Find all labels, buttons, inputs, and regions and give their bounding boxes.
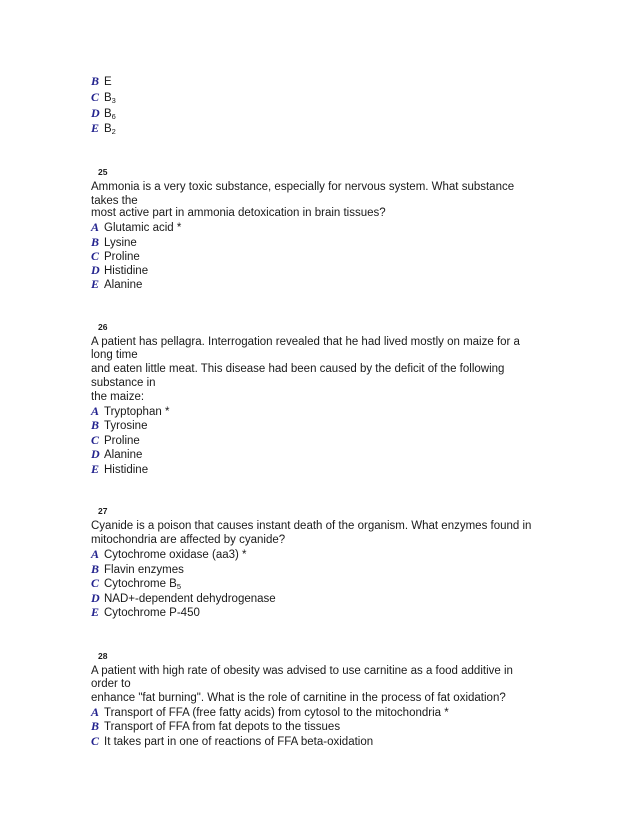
question-text-line: mitochondria are affected by cyanide?: [91, 534, 286, 546]
option-text: Cytochrome oxidase (aa3) *: [104, 549, 247, 561]
answer-option[interactable]: [91, 404, 169, 419]
question-text-line: order to: [91, 678, 131, 690]
option-letter: B: [91, 235, 100, 249]
answer-option[interactable]: [91, 418, 147, 433]
option-subscript: 6: [111, 112, 116, 121]
option-letter: D: [91, 591, 100, 605]
answer-option[interactable]: [91, 121, 116, 139]
answer-option[interactable]: [91, 605, 200, 620]
option-letter: C: [91, 433, 100, 447]
option-text: B: [104, 123, 112, 135]
option-letter: D: [91, 106, 100, 120]
option-text: Transport of FFA (free fatty acids) from cytosol to the mitochondria *: [104, 707, 449, 719]
question-text-line: A patient with high rate of obesity was advised to use carnitine as a food additive in: [91, 665, 513, 677]
answer-option[interactable]: [91, 263, 148, 278]
question-text-line: long time: [91, 349, 138, 361]
question-number: 27: [98, 506, 108, 516]
answer-option[interactable]: [91, 447, 142, 462]
option-letter: B: [91, 418, 100, 432]
option-text: Flavin enzymes: [104, 564, 184, 576]
option-text: Glutamic acid *: [104, 222, 182, 234]
option-text: Tyrosine: [104, 420, 148, 432]
question-text-line: substance in: [91, 377, 156, 389]
option-text: Transport of FFA from fat depots to the tissues: [104, 721, 341, 733]
option-subscript: 5: [176, 582, 182, 591]
option-letter: C: [91, 734, 100, 748]
answer-option[interactable]: [91, 547, 247, 562]
answer-option[interactable]: [91, 462, 148, 477]
option-text: Proline: [104, 251, 140, 263]
option-letter: A: [91, 404, 100, 418]
question-text-line: and eaten little meat. This disease had been caused by the deficit of the following: [91, 363, 505, 375]
question-text-line: A patient has pellagra. Interrogation revealed that he had lived mostly on maize for a: [91, 336, 520, 348]
option-text: Histidine: [104, 265, 149, 277]
option-subscript: 3: [111, 96, 116, 105]
answer-option[interactable]: [91, 705, 449, 720]
option-text: It takes part in one of reactions of FFA beta-oxidation: [104, 736, 374, 748]
option-letter: B: [91, 719, 100, 733]
option-text: Lysine: [104, 237, 137, 249]
question-text-line: Ammonia is a very toxic substance, especially for nervous system. What substance: [91, 181, 515, 193]
question-number: 25: [98, 167, 108, 177]
option-text: Proline: [104, 435, 140, 447]
question-number: 28: [98, 651, 108, 661]
option-text: Cytochrome P-450: [104, 607, 200, 619]
option-subscript: 2: [111, 127, 116, 136]
question-text-line: Cyanide is a poison that causes instant death of the organism. What enzymes found in: [91, 520, 532, 532]
option-letter: E: [91, 121, 100, 135]
option-letter: A: [91, 220, 100, 234]
answer-option[interactable]: [91, 734, 373, 749]
option-letter: E: [91, 277, 100, 291]
question-text-line: takes the: [91, 195, 138, 207]
answer-option[interactable]: [91, 277, 142, 292]
option-letter: E: [91, 605, 100, 619]
option-letter: B: [91, 562, 100, 576]
answer-option[interactable]: [91, 74, 112, 89]
question-text-line: most active part in ammonia detoxication in brain tissues?: [91, 207, 386, 219]
option-letter: D: [91, 263, 100, 277]
option-letter: C: [91, 249, 100, 263]
option-text: E: [104, 76, 112, 88]
option-text: Cytochrome B: [104, 578, 177, 590]
answer-option[interactable]: [91, 433, 140, 448]
option-letter: E: [91, 462, 100, 476]
option-letter: A: [91, 547, 100, 561]
option-text: B: [104, 108, 112, 120]
answer-option[interactable]: [91, 719, 340, 734]
option-text: B: [104, 92, 112, 104]
question-text-line: the maize:: [91, 391, 145, 403]
answer-option[interactable]: [91, 249, 140, 264]
option-text: Alanine: [104, 449, 143, 461]
answer-option[interactable]: [91, 220, 181, 235]
option-letter: A: [91, 705, 100, 719]
option-letter: B: [91, 74, 100, 88]
option-text: Tryptophan *: [104, 406, 170, 418]
question-text-line: enhance "fat burning". What is the role of carnitine in the process of fat oxidation?: [91, 692, 506, 704]
option-letter: D: [91, 447, 100, 461]
answer-option[interactable]: [91, 591, 276, 606]
option-text: Alanine: [104, 279, 143, 291]
question-number: 26: [98, 322, 108, 332]
option-letter: C: [91, 90, 100, 104]
answer-option[interactable]: [91, 235, 137, 250]
option-letter: C: [91, 576, 100, 590]
option-text: NAD+-dependent dehydrogenase: [104, 593, 276, 605]
answer-option[interactable]: [91, 562, 184, 577]
option-text: Histidine: [104, 464, 149, 476]
